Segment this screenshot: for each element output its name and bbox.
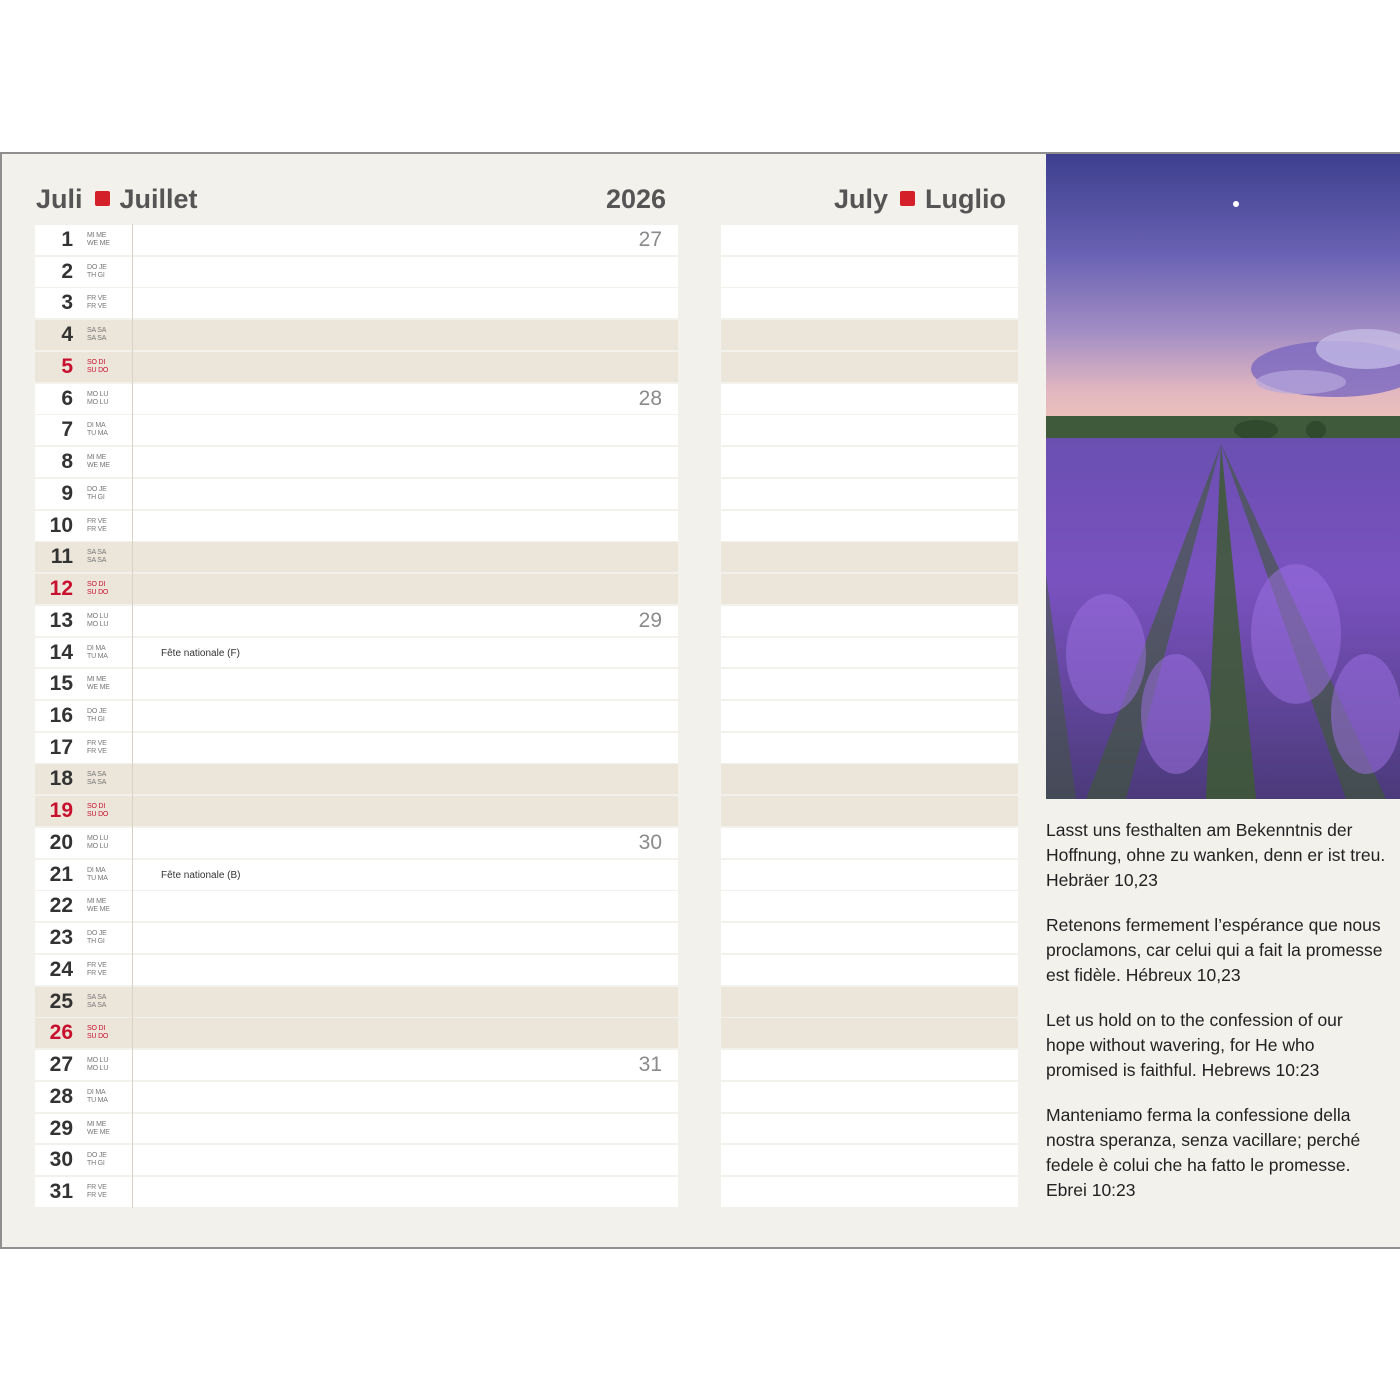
month-en: July bbox=[834, 184, 889, 214]
column-divider bbox=[132, 510, 133, 542]
note-line[interactable] bbox=[721, 1145, 1018, 1175]
day-row[interactable] bbox=[35, 764, 678, 794]
day-row[interactable] bbox=[35, 1145, 678, 1175]
day-row[interactable] bbox=[35, 320, 678, 350]
day-row[interactable] bbox=[35, 384, 678, 414]
weekday-abbreviations: SA SA SA SA bbox=[87, 327, 107, 343]
day-row[interactable] bbox=[35, 1082, 678, 1112]
day-number: 20 bbox=[49, 830, 73, 854]
day-row[interactable] bbox=[35, 860, 678, 890]
day-number: 12 bbox=[49, 577, 73, 601]
day-row[interactable] bbox=[35, 288, 678, 318]
day-number: 14 bbox=[49, 640, 73, 664]
column-divider bbox=[132, 1176, 133, 1208]
day-row[interactable] bbox=[35, 891, 678, 921]
column-divider bbox=[132, 256, 133, 288]
day-row[interactable] bbox=[35, 638, 678, 668]
verse-it: Manteniamo ferma la confessione della nostra speranza, senza vacillare; perché fedele è colui che ha fatto le promesse. Ebrei 10:23 bbox=[1046, 1105, 1361, 1200]
column-divider bbox=[132, 319, 133, 351]
column-divider bbox=[132, 668, 133, 700]
verse-fr: Retenons fermement l’espérance que nous proclamons, car celui qui a fait la promesse est fidèle. Hébreux 10,23 bbox=[1046, 915, 1383, 985]
weekday-abbreviations: DI MA TU MA bbox=[87, 422, 108, 438]
day-row[interactable] bbox=[35, 352, 678, 382]
day-row[interactable] bbox=[35, 669, 678, 699]
weekday-abbreviations: DO JE TH GI bbox=[87, 485, 107, 501]
note-line[interactable] bbox=[721, 320, 1018, 350]
week-number: 29 bbox=[638, 608, 662, 632]
red-square-icon bbox=[900, 191, 915, 206]
note-line[interactable] bbox=[721, 1018, 1018, 1048]
weekday-abbreviations: MO LU MO LU bbox=[87, 834, 109, 850]
note-line[interactable] bbox=[721, 447, 1018, 477]
note-line[interactable] bbox=[721, 955, 1018, 985]
column-divider bbox=[132, 1049, 133, 1081]
month-it: Luglio bbox=[925, 184, 1007, 214]
week-number: 28 bbox=[638, 386, 662, 410]
day-number: 4 bbox=[61, 323, 73, 347]
weekday-abbreviations: MI ME WE ME bbox=[87, 232, 110, 247]
weekday-abbreviations: FR VE FR VE bbox=[87, 961, 107, 977]
page-edge bbox=[0, 152, 2, 1249]
day-row[interactable] bbox=[35, 987, 678, 1017]
day-number: 10 bbox=[49, 513, 73, 537]
weekday-abbreviations: SO DI SU DO bbox=[87, 1025, 109, 1041]
weekday-abbreviations: DO JE TH GI bbox=[87, 930, 107, 946]
weekday-abbreviations: SA SA SA SA bbox=[87, 549, 107, 565]
note-line[interactable] bbox=[721, 257, 1018, 287]
weekday-abbreviations: SA SA SA SA bbox=[87, 993, 107, 1009]
column-divider bbox=[132, 1081, 133, 1113]
column-divider bbox=[132, 383, 133, 415]
column-divider bbox=[132, 890, 133, 922]
weekday-abbreviations: FR VE FR VE bbox=[87, 739, 107, 755]
weekday-abbreviations: DI MA TU MA bbox=[87, 644, 108, 660]
day-row[interactable] bbox=[35, 257, 678, 287]
column-divider bbox=[132, 795, 133, 827]
day-number: 13 bbox=[49, 608, 73, 632]
day-row[interactable] bbox=[35, 225, 678, 255]
year-label: 2026 bbox=[606, 184, 667, 214]
note-line[interactable] bbox=[721, 225, 1018, 255]
day-number: 5 bbox=[61, 354, 73, 378]
note-line[interactable] bbox=[721, 574, 1018, 604]
verse-en: Let us hold on to the confession of our hope without wavering, for He who promised is faithful. Hebrews 10:23 bbox=[1046, 1010, 1343, 1080]
day-number: 25 bbox=[49, 989, 73, 1013]
day-number: 7 bbox=[61, 418, 73, 442]
note-line[interactable] bbox=[721, 638, 1018, 668]
column-divider bbox=[132, 732, 133, 764]
lavender-field-photo bbox=[1046, 154, 1400, 799]
day-row[interactable] bbox=[35, 542, 678, 572]
day-row[interactable] bbox=[35, 733, 678, 763]
note-line[interactable] bbox=[721, 511, 1018, 541]
weekday-abbreviations: DI MA TU MA bbox=[87, 1088, 108, 1104]
weekday-abbreviations: SO DI SU DO bbox=[87, 581, 109, 597]
day-number: 19 bbox=[49, 799, 73, 823]
weekday-abbreviations: MO LU MO LU bbox=[87, 1057, 109, 1073]
column-divider bbox=[132, 414, 133, 446]
bible-verses bbox=[1046, 818, 1386, 1223]
note-line[interactable] bbox=[721, 891, 1018, 921]
column-divider bbox=[132, 287, 133, 319]
note-line[interactable] bbox=[721, 384, 1018, 414]
column-divider bbox=[132, 1113, 133, 1145]
week-number: 27 bbox=[638, 228, 662, 251]
note-line[interactable] bbox=[721, 1050, 1018, 1080]
month-de: Juli bbox=[36, 184, 83, 214]
note-line[interactable] bbox=[721, 923, 1018, 953]
note-line[interactable] bbox=[721, 701, 1018, 731]
day-number: 27 bbox=[49, 1053, 73, 1077]
note-line[interactable] bbox=[721, 1114, 1018, 1144]
day-row[interactable] bbox=[35, 479, 678, 509]
day-number: 29 bbox=[49, 1116, 73, 1140]
column-divider bbox=[132, 573, 133, 605]
verse-de: Lasst uns festhalten am Bekenntnis der Hoffnung, ohne zu wanken, denn er ist treu. Hebräer 10,23 bbox=[1046, 820, 1386, 890]
weekday-abbreviations: MO LU MO LU bbox=[87, 390, 109, 406]
column-divider bbox=[132, 763, 133, 795]
weekday-abbreviations: MI ME WE ME bbox=[87, 676, 110, 692]
column-divider bbox=[132, 637, 133, 669]
day-number: 8 bbox=[61, 450, 73, 474]
note-line[interactable] bbox=[721, 352, 1018, 382]
day-number: 26 bbox=[49, 1021, 73, 1045]
day-number: 23 bbox=[49, 926, 73, 950]
day-number: 1 bbox=[61, 228, 73, 251]
weekday-abbreviations: MO LU MO LU bbox=[87, 612, 109, 628]
holiday-note: Fête nationale (B) bbox=[161, 869, 241, 881]
weekday-abbreviations: DI MA TU MA bbox=[87, 866, 108, 882]
day-number: 3 bbox=[61, 291, 73, 315]
day-row[interactable] bbox=[35, 828, 678, 858]
note-line[interactable] bbox=[721, 1082, 1018, 1112]
day-rows-left bbox=[35, 225, 678, 1209]
month-header-right bbox=[834, 183, 1006, 215]
note-line[interactable] bbox=[721, 764, 1018, 794]
weekday-abbreviations: FR VE FR VE bbox=[87, 1184, 107, 1200]
column-divider bbox=[132, 605, 133, 637]
day-row[interactable] bbox=[35, 606, 678, 636]
day-row[interactable] bbox=[35, 1050, 678, 1080]
weekday-abbreviations: MI ME WE ME bbox=[87, 898, 110, 914]
day-row[interactable] bbox=[35, 1177, 678, 1207]
note-line[interactable] bbox=[721, 669, 1018, 699]
column-divider bbox=[132, 922, 133, 954]
day-number: 30 bbox=[49, 1148, 73, 1172]
column-divider bbox=[132, 827, 133, 859]
day-number: 22 bbox=[49, 894, 73, 918]
note-line[interactable] bbox=[721, 1177, 1018, 1207]
day-row[interactable] bbox=[35, 447, 678, 477]
weekday-abbreviations: SO DI SU DO bbox=[87, 803, 109, 819]
month-header-left bbox=[36, 183, 198, 215]
day-row[interactable] bbox=[35, 1114, 678, 1144]
day-number: 24 bbox=[49, 957, 73, 981]
day-row[interactable] bbox=[35, 955, 678, 985]
column-divider bbox=[132, 224, 133, 256]
column-divider bbox=[132, 954, 133, 986]
note-line[interactable] bbox=[721, 733, 1018, 763]
column-divider bbox=[132, 541, 133, 573]
note-line[interactable] bbox=[721, 828, 1018, 858]
column-divider bbox=[132, 986, 133, 1018]
weekday-abbreviations: MI ME WE ME bbox=[87, 1120, 110, 1136]
day-number: 9 bbox=[61, 481, 73, 505]
weekday-abbreviations: DO JE TH GI bbox=[87, 263, 107, 279]
day-number: 28 bbox=[49, 1084, 73, 1108]
note-line[interactable] bbox=[721, 606, 1018, 636]
day-row[interactable] bbox=[35, 923, 678, 953]
note-line[interactable] bbox=[721, 860, 1018, 890]
weekday-abbreviations: FR VE FR VE bbox=[87, 517, 107, 533]
day-number: 11 bbox=[50, 545, 73, 569]
column-divider bbox=[132, 700, 133, 732]
column-divider bbox=[132, 478, 133, 510]
day-row[interactable] bbox=[35, 1018, 678, 1048]
day-number: 31 bbox=[49, 1180, 73, 1204]
day-row[interactable] bbox=[35, 796, 678, 826]
day-number: 16 bbox=[49, 704, 73, 728]
column-divider bbox=[132, 351, 133, 383]
week-number: 31 bbox=[638, 1053, 662, 1077]
day-row[interactable] bbox=[35, 511, 678, 541]
week-number: 30 bbox=[638, 830, 662, 854]
holiday-note: Fête nationale (F) bbox=[161, 647, 240, 659]
weekday-abbreviations: SO DI SU DO bbox=[87, 358, 109, 374]
note-line[interactable] bbox=[721, 796, 1018, 826]
note-line[interactable] bbox=[721, 288, 1018, 318]
column-divider bbox=[132, 1144, 133, 1176]
day-row[interactable] bbox=[35, 415, 678, 445]
day-row[interactable] bbox=[35, 701, 678, 731]
note-line[interactable] bbox=[721, 415, 1018, 445]
column-divider bbox=[132, 859, 133, 891]
day-number: 18 bbox=[49, 767, 73, 791]
column-divider bbox=[132, 446, 133, 478]
month-fr: Juillet bbox=[119, 184, 198, 214]
day-number: 17 bbox=[49, 735, 73, 759]
day-number: 6 bbox=[61, 386, 73, 410]
weekday-abbreviations: DO JE TH GI bbox=[87, 1152, 107, 1168]
note-line[interactable] bbox=[721, 479, 1018, 509]
day-number: 15 bbox=[49, 672, 73, 696]
note-line[interactable] bbox=[721, 987, 1018, 1017]
red-square-icon bbox=[95, 191, 110, 206]
day-number: 21 bbox=[49, 862, 73, 886]
day-rows-right bbox=[721, 225, 1018, 1209]
column-divider bbox=[132, 1017, 133, 1049]
day-row[interactable] bbox=[35, 574, 678, 604]
note-line[interactable] bbox=[721, 542, 1018, 572]
weekday-abbreviations: DO JE TH GI bbox=[87, 708, 107, 724]
weekday-abbreviations: SA SA SA SA bbox=[87, 771, 107, 787]
weekday-abbreviations: FR VE FR VE bbox=[87, 295, 107, 311]
weekday-abbreviations: MI ME WE ME bbox=[87, 454, 110, 470]
day-number: 2 bbox=[61, 259, 73, 283]
